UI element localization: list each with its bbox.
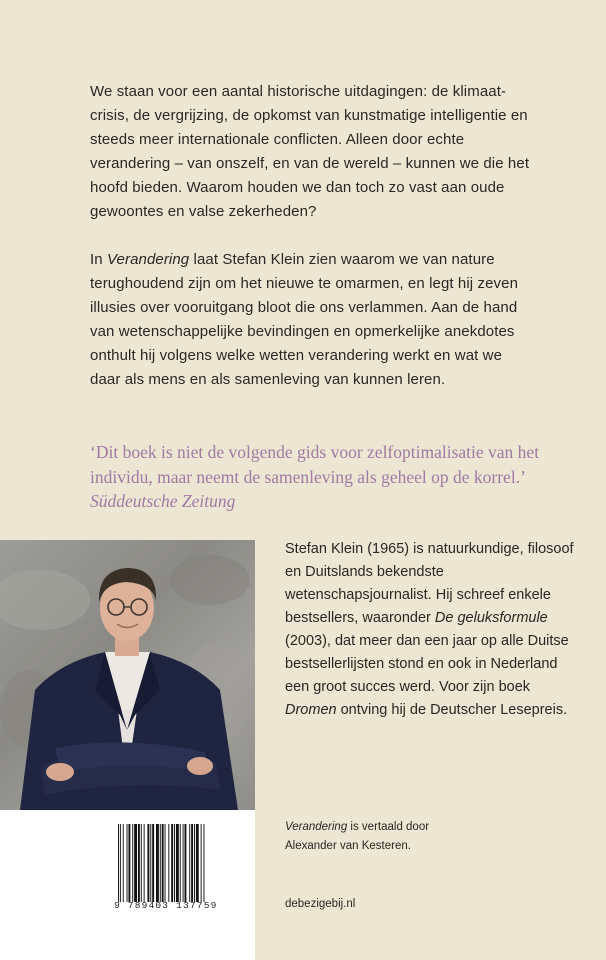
barcode-bar — [185, 824, 187, 902]
bio-text — [285, 538, 585, 722]
bio-book-1: De geluksformule — [434, 610, 548, 626]
isbn-number: 9 789403 137759 — [114, 900, 218, 911]
quote-text: ‘Dit boek is niet de volgende gids voor zelfoptimalisatie van het individu, maar neemt de samenleving als geheel op de korrel.’ — [90, 442, 540, 487]
barcode-bar — [138, 824, 140, 902]
author-bio — [285, 538, 585, 722]
bio-book-2: Dromen — [285, 702, 337, 718]
blurb-p2-prefix: In — [90, 251, 107, 268]
blurb-p2-rest: laat Stefan Klein zien waarom we van nature terughoudend zijn om het nieuwe te omarmen, en legt hij zeven illusies over vooruitgang bloot die ons verlammen. Aan de hand van wetenschappelijke bevindingen en opmerkelijke anekdotes onthult hij volgens welke wetten verandering werkt en wat we daar als mens en als samenleving van kunnen leren. — [90, 251, 519, 388]
barcode-bar — [176, 824, 179, 902]
barcode-bar — [204, 824, 205, 902]
quote-source: Süddeutsche Zeitung — [90, 491, 236, 511]
barcode-bar — [162, 824, 164, 902]
press-quote — [90, 440, 550, 514]
barcode-bar — [201, 824, 202, 902]
barcode-bar — [156, 824, 159, 902]
barcode-panel — [0, 810, 255, 960]
blurb-book-title: Verandering — [106, 251, 190, 268]
barcode-bar — [120, 824, 121, 902]
barcode-bar — [127, 824, 128, 902]
translator-credit — [285, 818, 565, 856]
blurb — [90, 80, 530, 416]
barcode-bar — [118, 824, 119, 902]
barcode-bar — [134, 824, 137, 902]
barcode-bar — [150, 824, 151, 902]
barcode-bar — [183, 824, 184, 902]
bio-part-3: ontving hij de Deutscher Lesepreis. — [336, 702, 568, 718]
barcode-bar — [171, 824, 173, 902]
barcode-bar — [165, 824, 166, 902]
translator-name: Alexander van Kesteren. — [285, 840, 411, 852]
barcode-bar — [132, 824, 133, 902]
barcode-bar — [141, 824, 142, 902]
blurb-paragraph-2 — [90, 248, 530, 392]
barcode-bar — [180, 824, 181, 902]
author-portrait-illustration — [0, 540, 255, 810]
barcode-bar — [191, 824, 193, 902]
publisher-website: debezigebij.nl — [285, 898, 356, 910]
barcode-bar — [196, 824, 199, 902]
blurb-paragraph-1: We staan voor een aantal historische uitdagingen: de klimaat-crisis, de vergrijzing, de opkomst van kunstmatige intelligentie en steeds meer internationale conflicten. Alleen door echte verandering – van onszelf, en van de wereld – kunnen we die het hoofd bieden. Waarom houden we dan toch zo vast aan oude gewoontes en valse zekerheden? — [90, 83, 530, 220]
barcode-bar — [174, 824, 175, 902]
barcode-bar — [189, 824, 190, 902]
barcode-bar — [147, 824, 149, 902]
barcode-bar — [128, 824, 130, 902]
translator-book-title: Verandering — [285, 821, 348, 833]
author-photo — [0, 540, 255, 810]
barcode-bar — [194, 824, 195, 902]
barcode-bar — [160, 824, 161, 902]
barcode-bar — [152, 824, 154, 902]
bio-part-2: (2003), dat meer dan een jaar op alle Duitse bestsellerlijsten stond en ook in Nederland een groot succes werd. Voor zijn boek — [285, 633, 569, 695]
barcode-bar — [144, 824, 145, 902]
barcode-bar — [123, 824, 124, 902]
translator-line-1 — [285, 818, 565, 837]
bio-part-1: Stefan Klein (1965) is natuurkundige, filosoof en Duitslands bekendste wetenschapsjournalist. Hij schreef enkele bestsellers, waaronder — [285, 541, 574, 626]
translator-line-1-rest: is vertaald door — [347, 821, 430, 833]
isbn-barcode — [118, 824, 230, 902]
barcode-bar — [168, 824, 169, 902]
